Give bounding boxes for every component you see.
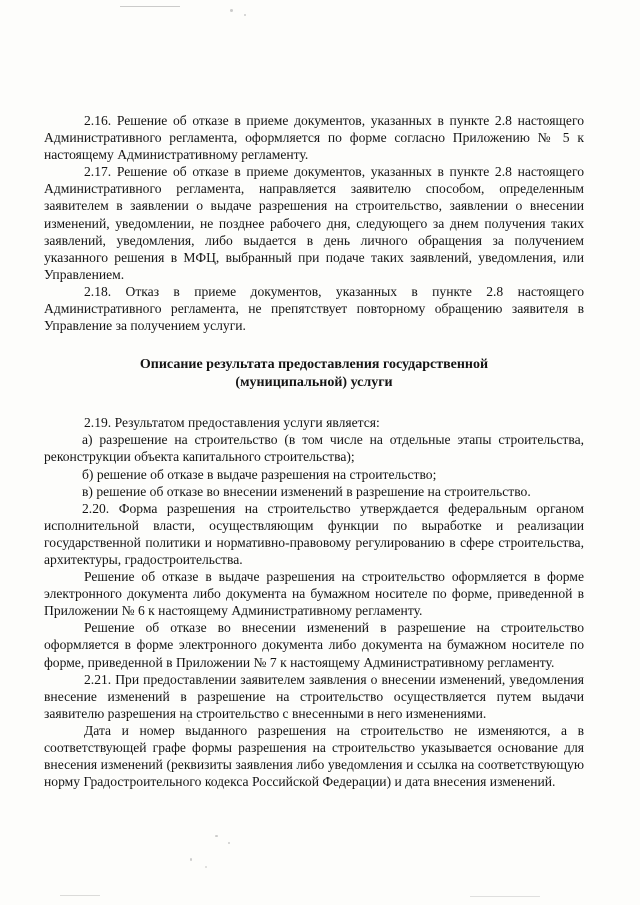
scan-speck (120, 6, 180, 7)
section-heading (44, 356, 584, 392)
scan-speck (228, 842, 230, 844)
list-item-c: в) решение об отказе во внесении изменений в разрешение на строительство. (82, 483, 531, 499)
section-heading-line1: Описание результата предоставления государственной (139, 357, 489, 373)
paragraph-2-18: 2.18. Отказ в приеме документов, указанных в пункте 2.8 настоящего Административного регламента, не препятствует повторному обращению заявителя в Управление за получением услуги. (44, 283, 584, 334)
scan-speck (205, 866, 207, 868)
paragraph-2-21-date: Дата и номер выданного разрешения на строительство не изменяются, а в соответствующей графе формы разрешения на строительство указывается основание для внесения изменений (реквизиты заявления либо уведомления и ссылка на соответствующую норму Градостроительного кодекса Российской Федерации) и дата внесения изменений. (44, 722, 584, 790)
scan-speck (470, 896, 540, 897)
list-item-b: б) решение об отказе в выдаче разрешения на строительство; (82, 466, 437, 482)
paragraph-2-20-refusal: Решение об отказе в выдаче разрешения на строительство оформляется в форме электронного документа либо документа на бумажном носителе по форме, приведенной в Приложении № 6 к настоящему Административному регламенту. (44, 569, 584, 619)
document-body (44, 112, 584, 790)
list-item-a: а) разрешение на строительство (в том числе на отдельные этапы строительства, реконструкции объекта капитального строительства); (44, 432, 584, 465)
paragraph-2-16: 2.16. Решение об отказе в приеме документов, указанных в пункте 2.8 настоящего Административного регламента, оформляется по форме согласно Приложению № 5 к настоящему Административному регламенту. (44, 113, 584, 163)
scan-speck (230, 9, 233, 12)
scan-speck (60, 895, 100, 896)
scan-speck (244, 14, 246, 16)
paragraph-2-20-changes-refusal: Решение об отказе во внесении изменений в разрешение на строительство оформляется в форме электронного документа либо документа на бумажном носителе по форме, приведенной в Приложении № 7 к настоящему Административному регламенту. (44, 620, 584, 670)
scan-speck (190, 858, 192, 861)
scan-speck (215, 835, 218, 837)
paragraph-2-20: 2.20. Форма разрешения на строительство утверждается федеральным органом исполнительной власти, осуществляющим функции по выработке и реализации государственной политики и нормативно-правовому регулированию в сфере строительства, архитектуры, градостроительства. (44, 500, 584, 567)
paragraph-2-19: 2.19. Результатом предоставления услуги является: (84, 415, 380, 431)
paragraph-2-21: 2.21. При предоставлении заявителем заявления о внесении изменений, уведомления внесение изменений в разрешение на строительство осуществляется путем выдачи заявителю разрешения на строительство с внесенными в него изменениями. (44, 671, 584, 721)
paragraph-2-17: 2.17. Решение об отказе в приеме документов, указанных в пункте 2.8 настоящего Административного регламента, направляется заявителю способом, определенным заявителем в заявлении о выдаче разрешения на строительство, заявлении о внесении изменений, уведомлении, не позднее рабочего дня, следующего за днем получения таких заявлений, уведомления, либо выдается в день личного обращения за получением указанного решения в МФЦ, выбранный при подаче таких заявлений, уведомления, или Управлением. (44, 164, 584, 282)
section-heading-line2: (муниципальной) услуги (235, 375, 393, 391)
